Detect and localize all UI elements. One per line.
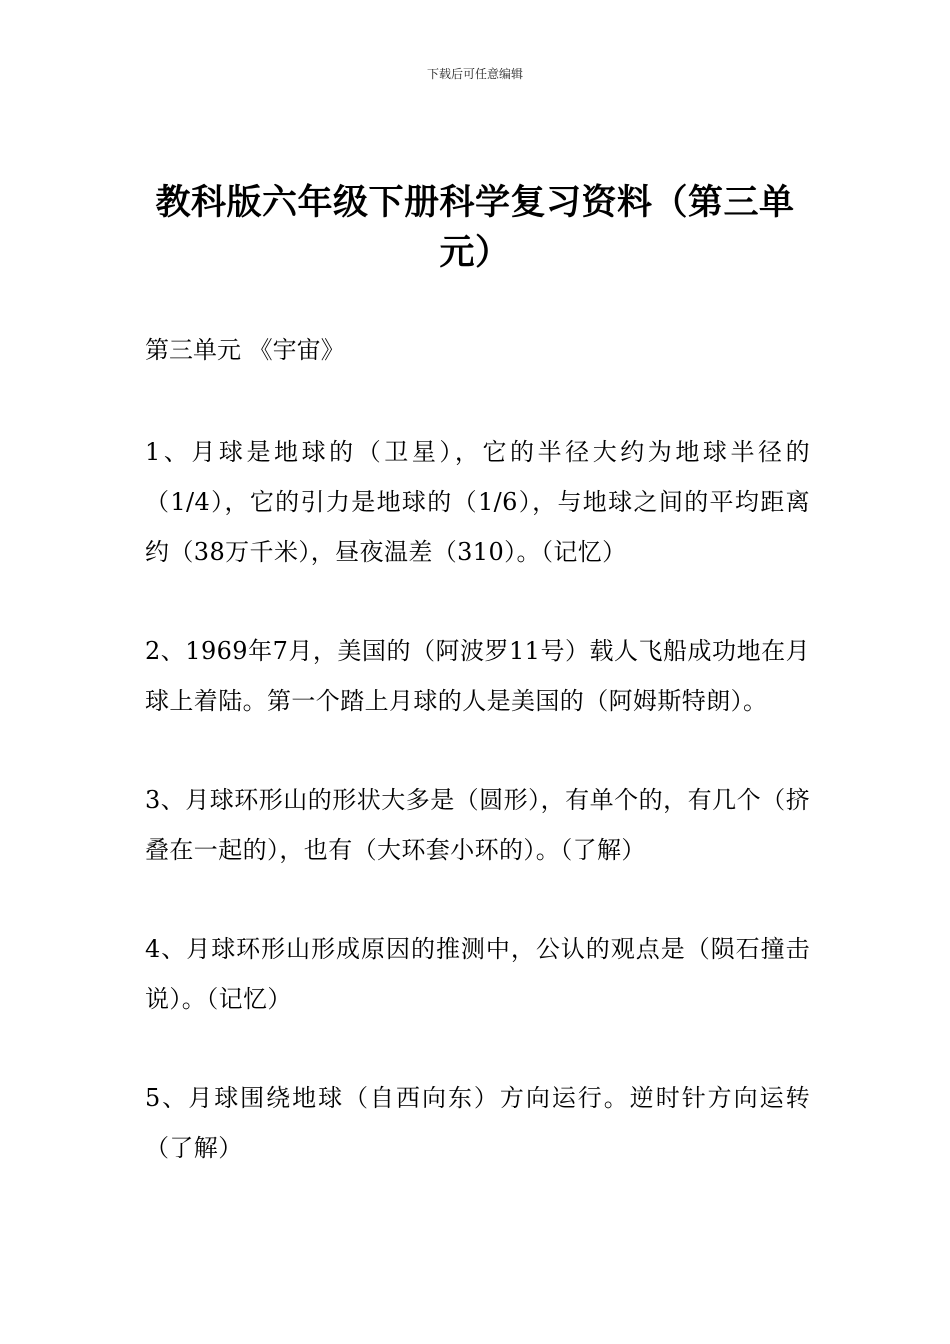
item-list bbox=[145, 427, 810, 1222]
list-item: 4、月球环形山形成原因的推测中，公认的观点是（陨石撞击说）。（记忆） bbox=[145, 935, 810, 1013]
document-title: 教科版六年级下册科学复习资料（第三单元） bbox=[155, 183, 795, 273]
list-item: 5、月球围绕地球（自西向东）方向运行。逆时针方向运转（了解） bbox=[145, 1084, 810, 1162]
header-note: 下载后可任意编辑 bbox=[426, 67, 523, 81]
list-item: 1、月球是地球的（卫星），它的半径大约为地球半径的（1/4），它的引力是地球的（1/6），与地球之间的平均距离约（38万千米），昼夜温差（310）。（记忆） bbox=[145, 438, 810, 566]
list-item: 3、月球环形山的形状大多是（圆形），有单个的，有几个（挤叠在一起的），也有（大环套小环的）。（了解） bbox=[145, 786, 810, 864]
unit-heading: 第三单元 《宇宙》 bbox=[145, 336, 345, 364]
list-item: 2、1969年7月，美国的（阿波罗11号）载人飞船成功地在月球上着陆。第一个踏上月球的人是美国的（阿姆斯特朗）。 bbox=[145, 637, 810, 715]
